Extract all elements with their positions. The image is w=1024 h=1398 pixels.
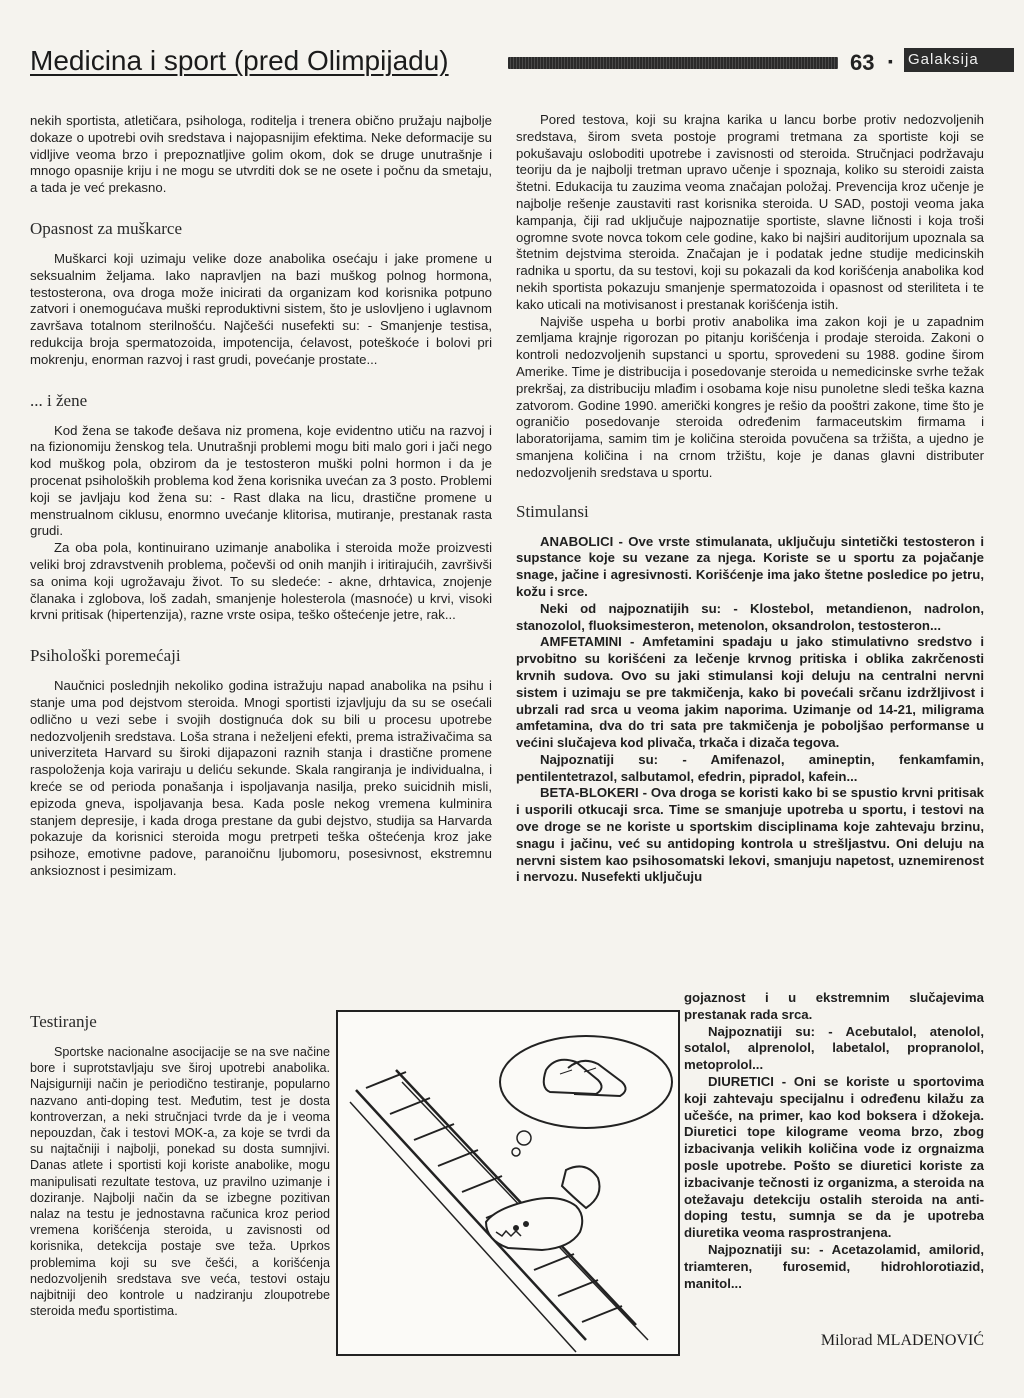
crocodile-railway-drawing [336,1010,680,1356]
section-badge: Galaksija [904,48,1014,72]
heading-women: ... i žene [30,390,88,410]
women-paragraph: Kod žena se takođe dešava niz promena, koje evidentno utiču na razvoj i na fizionomiju ženskog tela. Unutrašnji problemi mogu biti malo gori i jači nego kod muškog pola, obzirom da je testosteron muški polni hormon i da je procenat psiholoških problema kod žena korisnika uvećan za 3 posto. Problemi koji se javljaju kod žena su: - Rast dlaka na licu, drastične promene u menstrualnom ciklusu, enormno uvećanje klitorisa, mutiranje, prestanak rasta grudi. [30,422,492,539]
page-number: 63 [850,50,875,75]
amphetamines-paragraph: AMFETAMINI - Amfetamini spadaju u jako stimulativno sredstvo i prvobitno su korišćeni za lečenje krvnog pritiska i oblika zakrčenosti krvnih sudova. Ovo su jaki stimulansi koji deluju na centralni nervni sistem i uzimaju se pre takmičenja, kako bi povećali srčanu izdržljivost i ubrzali rad srca u veoma jakim naporima. Uzimanje od 14-21, miligrama amfetamina, dva do tri sata pre takmičenja je poboljšao performanse u većini slučajeva kod plivača, trkača i dizača tegova. [516,634,984,751]
law-paragraph: Najviše uspeha u borbi protiv anabolika ima zakon koji je u zapadnim zemljama krajnje rigorozan po pitanju korišćenja i prodaje steroida. Zakoni o kontroli nedozvoljenih supstanci u sportu, sprovedeni su 1988. godine širom Amerike. Time je distribucija i posedovanje steroida u nemedicinske svrhe težak prekršaj, za distribuciju mlađim i osobama koje nisu punoletne sledi teška kazna zatvorom. Godine 1990. američki kongres je rešio da pooštri zakone, time što je ograničio posedovanje steroida određenim farmaceutskim firmama i laboratorijama, samim tim je količina steroida povučena sa tržišta, a ujedno je smanjena količina i na crnom tržištu, koje je danas glavni distributer nedozvoljenih sredstava u sportu. [516,313,984,480]
left-column [30,113,492,880]
heading-psych: Psihološki poremećaji [30,646,181,666]
header-rule [508,57,838,69]
anabolics-paragraph: ANABOLICI - Ove vrste stimulanata, uključuju sintetički testosteron i supstance koje su vezane za njega. Koriste se u sportu za pojačanje snage, jačine i agresivnosti. Korišćenje ima jako štetne posledice po jetru, kožu i srce. [516,533,984,599]
cartoon-illustration [336,1010,680,1356]
heading-men: Opasnost za muškarce [30,218,183,238]
page-header [30,44,985,84]
heading-stimulants: Stimulansi [516,501,589,521]
author-signature: Milorad MLADENOVIĆ [820,1332,984,1349]
right-column [516,112,984,886]
testing-paragraph: Sportske nacionalne asocijacije se na sve načine bore i suprotstavljaju sve široj upotrebi anabolika. Najsigurniji način je periodično testiranje, popularno nazvano anti-doping test. Međutim, test je dosta kontroverzan, a neki stručnjaci tvrde da je i veoma nepouzdan, čak i testovi MOK-a, za koje se tvrdi da su najtačniji i najbolji, ponekad su dosta sumnjivi. Danas atlete i sportisti koji koriste anabolike, mogu manipulisati rezultate testova, uz pravilno uzimanje i doziranje. Najbolji način da se izbegne pozitivan nalaz na testu je jednostavna računica kroz period vremena korišćenja steroida, u zavisnosti od korisnika, detekcija postaje sve teža. Uprkos problemima koji su sve češći, a korišćenja nedozvoljenih sredstava sve veća, testovi ostaju najbitniji deo kontrole u nadziranju zloupotrebe steroida među sportistima. [30,1045,330,1319]
treatment-paragraph: Pored testova, koji su krajna karika u lancu borbe protiv nedozvoljenih sredstava, širom sveta postoje programi tretmana za sportiste koji se pokušavaju osloboditi upotrebe i zavisnosti od steroida. Stručnjaci podržavaju teoriju da je najbolji tretman upravo učenje i spoznaja, koliko su steroidi zaista štetni. Edukacija tu zauzima veoma značajan položaj. Prevencija kroz učenje je najbolje rešenje zaustaviti rast korisnika steroida. U SAD, postoji veoma jaka kampanja, čiji rad uključuje najpoznatije sportiste, slavne ličnosti i koja troši ogromne svote novca tokom cele godine, kako bi najširi auditorijum upoznala sa štetnim dejstvima steroida. Značajan je i podatak jedne studije medicinskih radnika u sportu, da su testovi, koji su pokazali da kod korišćenja anabolika kod nekih sportista pokazuju smanjenje spermatozoida i opasnost od steriliteta i te kako uticali na motivisanost i prestanak korišćenja istih. [516,112,984,312]
intro-paragraph: nekih sportista, atletičara, psihologa, roditelja i trenera obično pružaju najbolje dokaze o upotrebi ovih sredstava i najopasnijim efektima. Neke deformacije su vidljive veoma brzo i prepoznatljive golim okom, dok se druge unutrašnje i mnogo opasnije kriju i ne mogu se utvrditi dok se ne osete i počnu da smetaju, a tada je već prekasno. [30,113,492,196]
both-sexes-paragraph: Za oba pola, kontinuirano uzimanje anabolika i steroida može proizvesti veliki broj zdravstvenih problema, počevši od onih manjih i iritirajućih, završivši sa onima koji ugrožavaju život. To su sledeće: - akne, drhtavica, znojenje članaka i zglobova, loš zadah, smanjenje holesterola (masnoće) u krvi, visoki krvni pritisak (hipertenzija), razne vrste osipa, teško oštećenje jetre, rak... [30,540,492,623]
anabolics-list: Neki od najpoznatijih su: - Klostebol, metandienon, nadrolon, stanozolol, fluoksimesteron, metenolon, oksandrolon, testosteron... [516,600,984,633]
diuretics-paragraph: DIURETICI - Oni se koriste u sportovima koji zahtevaju specijalnu i određenu kilažu za učešće, na primer, kao kod boksera i džokeja. Diuretici tope kilograme veoma brzo, zbog izbacivanja velikih količina vode iz orgnaizma posle upotrebe. Pošto se diuretici koriste za izbacivanje tečnosti iz organizma, a steroida na otežavaju detekciju ostalih steroida na anti-doping testu, sumnja se da je upotreba diuretika veoma rasprostranjena. [684,1073,984,1241]
heading-testing: Testiranje [30,1012,97,1031]
header-bullet: ▪ [888,53,893,69]
right-wrap-section [684,990,984,1292]
amphetamines-list: Najpoznatiji su: - Amifenazol, amineptin, fenkamfamin, pentilentetrazol, salbutamol, efedrin, pipradol, kafein... [516,751,984,784]
men-paragraph: Muškarci koji uzimaju velike doze anabolika osećaju i jake promene u seksualnim željama. Iako napravljen na bazi muškog polnog hormona, testosterona, ova droga može inicirati da organizam kod korisnika potpuno zatvori i onemogućava muški reproduktivni sistem, što je uslovljeno i uglavnom završava totalnom sterilnošću. Najčešći nusefekti su: - Smanjenje testisa, redukcija broja spermatozoida, impotencija, ćelavost, poteškoće i bolovi pri mokrenju, enorman razvoj i rast grudi, povećanje prostate... [30,250,492,367]
psych-paragraph: Naučnici poslednjih nekoliko godina istražuju napad anabolika na psihu i stanje uma pod dejstvom steroida. Mnogi sportisti izjavljuju da su se osećali odlično u vezi sebe i svojih dostignuća dok su bili u procesu upotrebe nedozvoljenih sredstava. Loša strana i neželjeni efekti, prema istraživačima sa univerziteta Harvard su široki dijapazoni raznih stanja i drastične promene raspoloženja koja variraju u deliću sekunde. Skala rangiranja je individualna, i kreće se od perioda ponašanja i ispoljavanja nasilja, preko suicidnih misli, epizoda gneva, ispoljavanja besa. Kada posle nekog vremena kulminira stanjem depresije, i kada droga prestane da gubi dejstvo, studija sa Harvarda pokazuje da korisnici steroida mogu pretrpeti teška oštećenja kroz jake psihoze, emotivne padove, paranoičnu ljubomoru, posesivnost, ekstremnu anksioznost i pesimizam. [30,678,492,878]
betablockers-paragraph: BETA-BLOKERI - Ova droga se koristi kako bi se spustio krvni pritisak i usporili otkucaji srca. Time se smanjuje upotreba u sportu, i testovi na ove droge se ne koriste u sportskim disciplinama koje zahtevaju brzinu, snagu i jačinu, već su antidoping kontrola u strešljastvu. Oni deluju na nervni sistem kao psihosomatski lekovi, smanjuju napetost, uznemirenost i nervozu. Nusefekti uključuju [516,785,984,885]
betablockers-list: Najpoznatiji su: - Acebutalol, atenolol, sotalol, alprenolol, labetalol, propranolol, metoprolol... [684,1023,984,1073]
diuretics-list: Najpoznatiji su: - Acetazolamid, amilorid, triamteren, furosemid, hidrohlorotiazid, manitol... [684,1241,984,1291]
testing-section [30,1012,330,1319]
betablockers-continued: gojaznost i u ekstremnim slučajevima prestanak rada srca. [684,990,984,1022]
page-title: Medicina i sport (pred Olimpijadu) [30,45,449,76]
